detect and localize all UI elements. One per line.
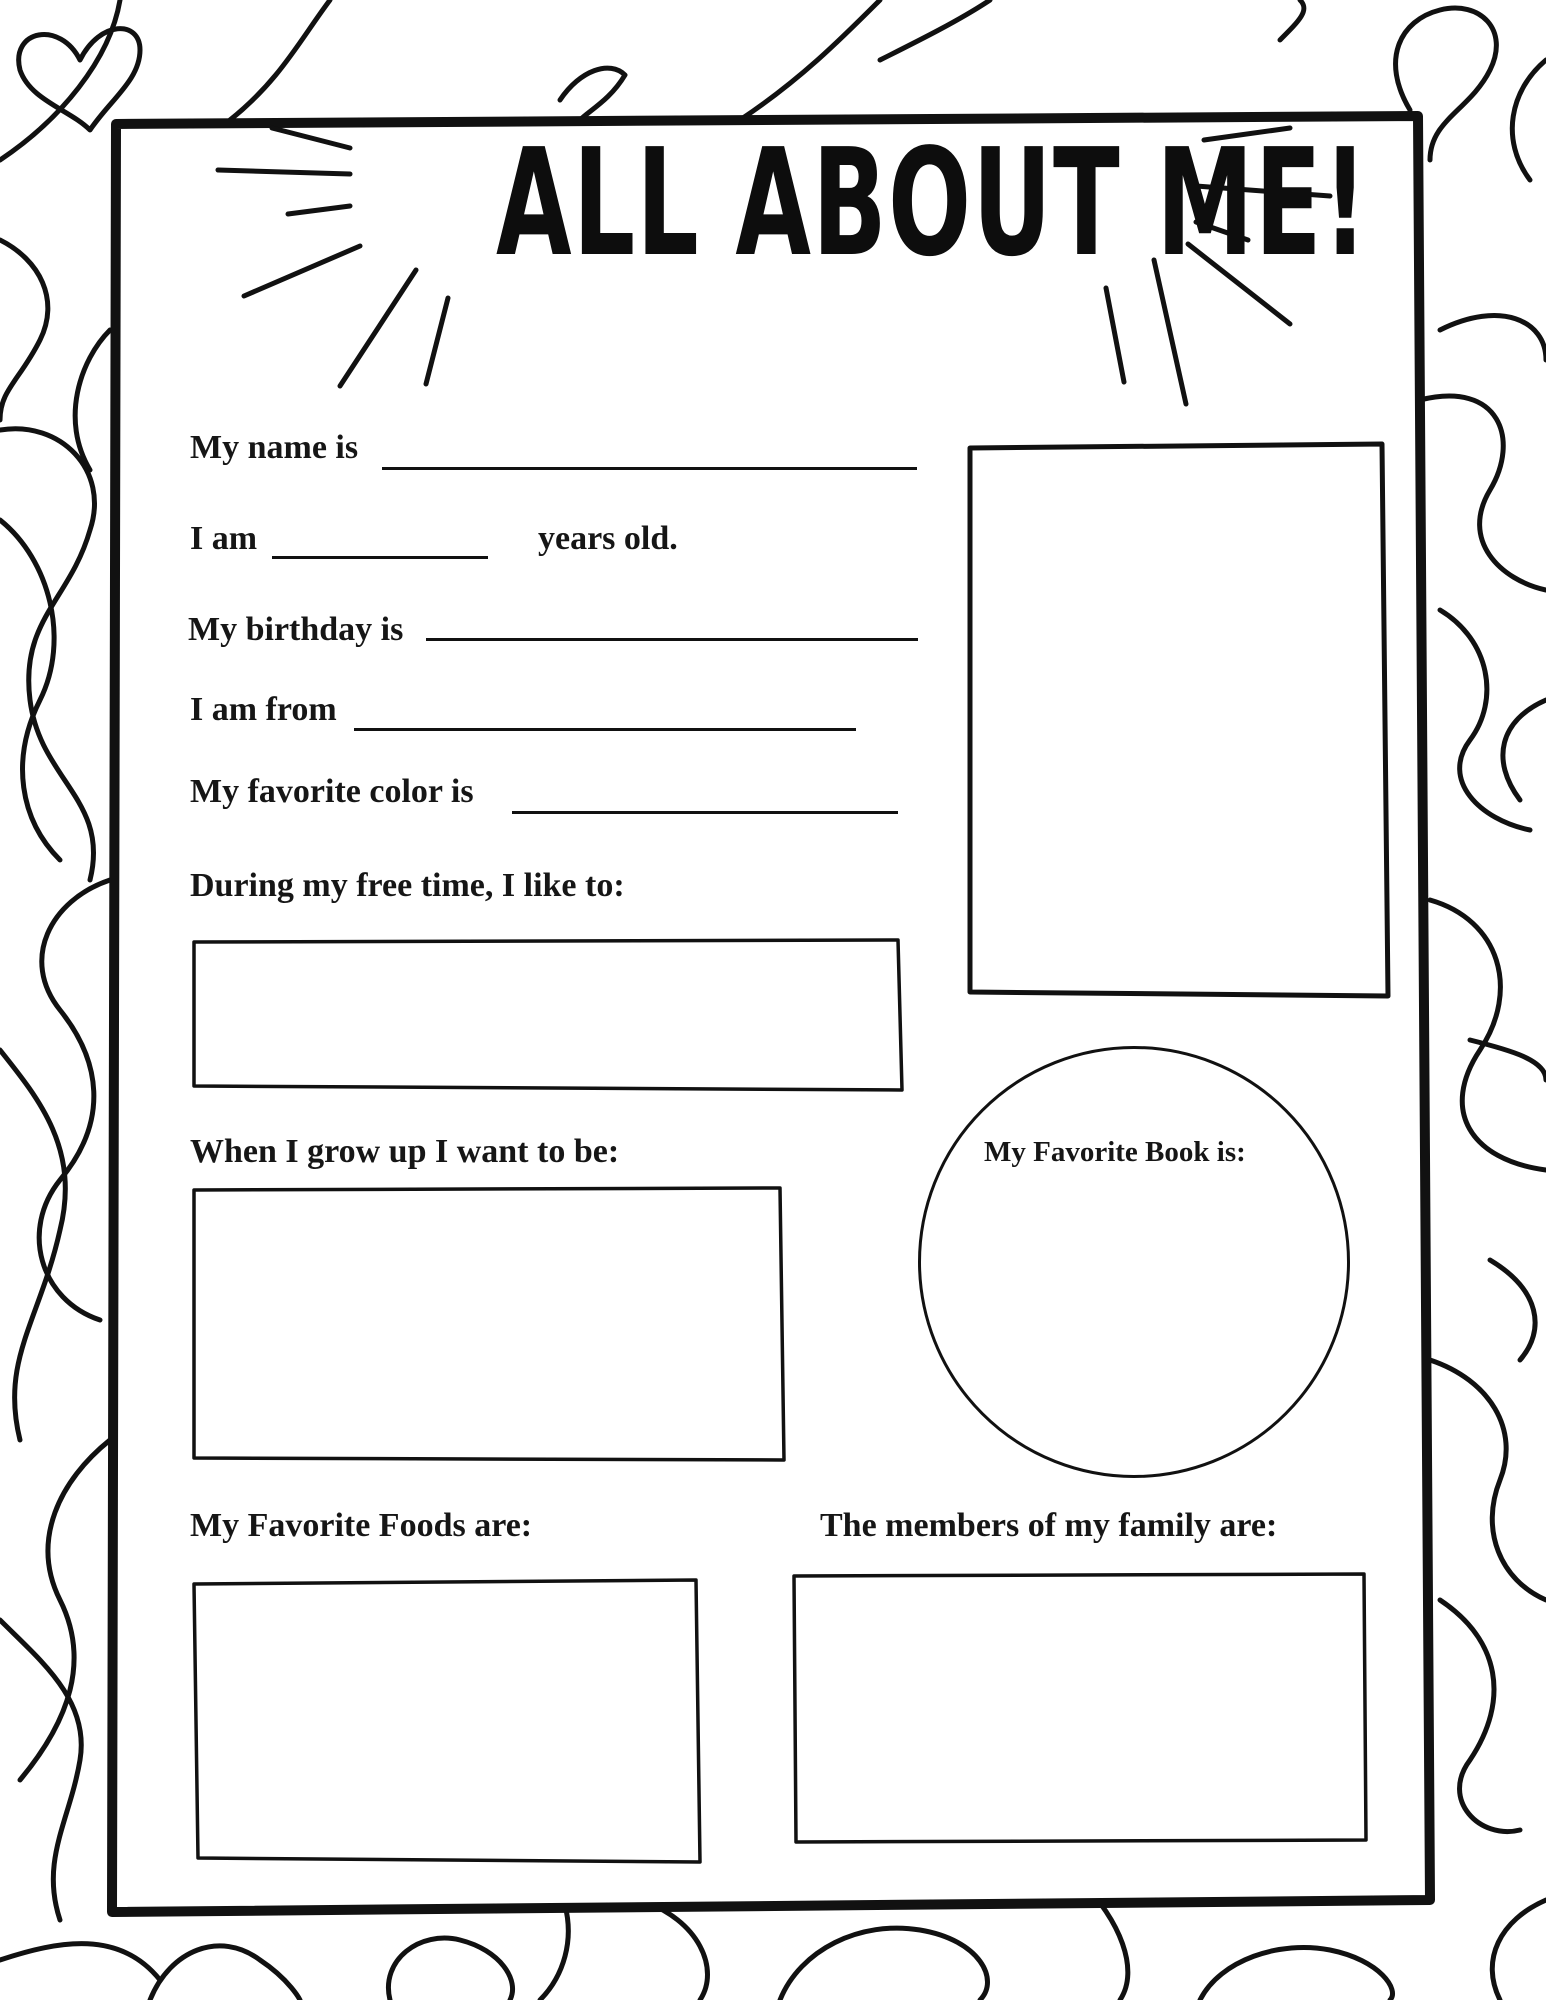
from-blank-line[interactable] <box>354 728 856 731</box>
name-label: My name is <box>190 429 359 466</box>
favorite-book-label: My Favorite Book is: <box>984 1136 1246 1168</box>
birthday-label: My birthday is <box>188 611 404 648</box>
page-title: ALL ABOUT ME! <box>496 117 1369 289</box>
favorite-book-circle[interactable] <box>918 1046 1350 1478</box>
family-members-label: The members of my family are: <box>820 1507 1278 1544</box>
age-blank-line[interactable] <box>272 556 488 559</box>
age-suffix-label: years old. <box>538 520 678 557</box>
name-blank-line[interactable] <box>382 467 917 470</box>
from-label: I am from <box>190 691 337 728</box>
age-prefix-label: I am <box>190 520 258 557</box>
birthday-blank-line[interactable] <box>426 638 918 641</box>
favorite-foods-label: My Favorite Foods are: <box>190 1507 533 1544</box>
grow-up-label: When I grow up I want to be: <box>190 1133 620 1170</box>
free-time-label: During my free time, I like to: <box>190 867 625 904</box>
favorite-color-blank-line[interactable] <box>512 811 898 814</box>
favorite-color-label: My favorite color is <box>190 773 474 810</box>
